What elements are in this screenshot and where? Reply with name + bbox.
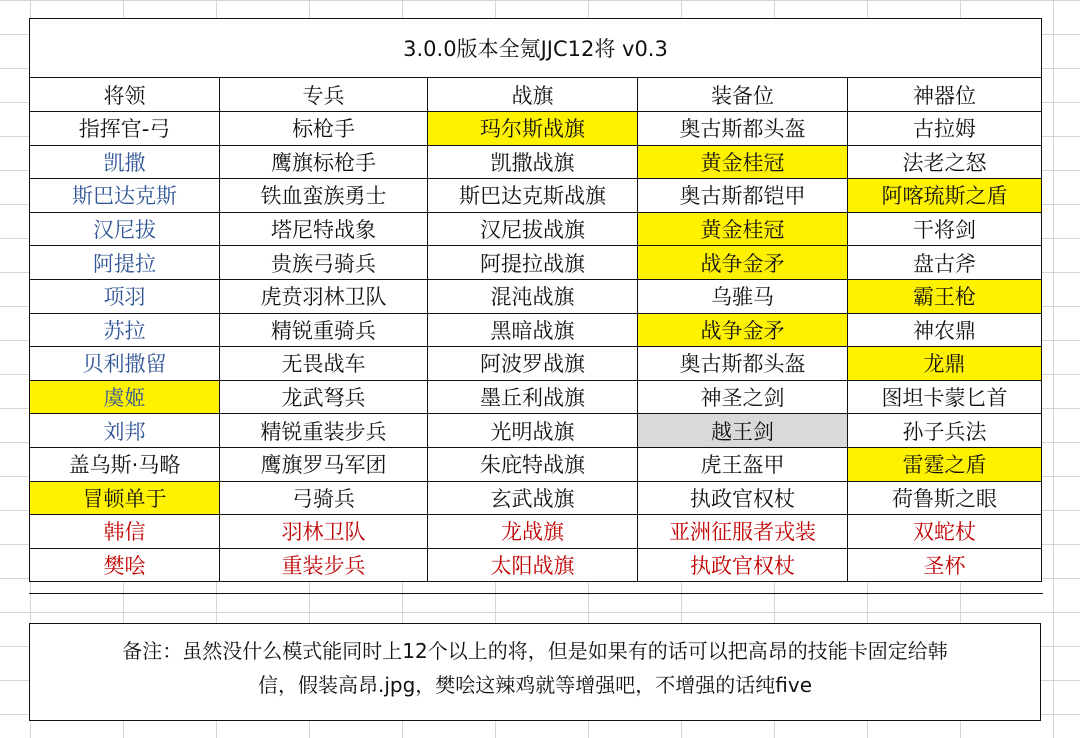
cell-equipment: 奥古斯都铠甲	[638, 179, 848, 213]
cell-artifact: 法老之怒	[848, 145, 1042, 179]
cell-equipment: 奥古斯都头盔	[638, 112, 848, 146]
cell-banner: 斯巴达克斯战旗	[428, 179, 638, 213]
cell-artifact: 盘古斧	[848, 246, 1042, 280]
cell-artifact: 雷霆之盾	[848, 447, 1042, 481]
cell-banner: 黑暗战旗	[428, 313, 638, 347]
header-banner: 战旗	[428, 78, 638, 112]
table-row	[30, 279, 1042, 313]
cell-general: 凯撒	[30, 145, 220, 179]
cell-unit: 精锐重骑兵	[220, 313, 428, 347]
table-body	[30, 112, 1042, 582]
cell-banner: 光明战旗	[428, 414, 638, 448]
cell-artifact: 霸王枪	[848, 279, 1042, 313]
table-row	[30, 515, 1042, 549]
cell-unit: 弓骑兵	[220, 481, 428, 515]
cell-banner: 阿提拉战旗	[428, 246, 638, 280]
cell-unit: 虎贲羽林卫队	[220, 279, 428, 313]
cell-banner: 朱庇特战旗	[428, 447, 638, 481]
cell-equipment: 执政官权杖	[638, 481, 848, 515]
cell-equipment: 神圣之剑	[638, 380, 848, 414]
cell-general: 贝利撒留	[30, 347, 220, 381]
header-equipment: 装备位	[638, 78, 848, 112]
cell-equipment: 越王剑	[638, 414, 848, 448]
table-row	[30, 347, 1042, 381]
note-line-1: 备注：虽然没什么模式能同时上12个以上的将，但是如果有的话可以把高昂的技能卡固定给韩	[122, 639, 948, 663]
table-row	[30, 548, 1042, 582]
table-row	[30, 179, 1042, 213]
cell-general: 盖乌斯·马略	[30, 447, 220, 481]
cell-equipment: 黄金桂冠	[638, 212, 848, 246]
cell-artifact: 图坦卡蒙匕首	[848, 380, 1042, 414]
cell-artifact: 龙鼎	[848, 347, 1042, 381]
cell-general: 阿提拉	[30, 246, 220, 280]
table-row	[30, 313, 1042, 347]
cell-unit: 塔尼特战象	[220, 212, 428, 246]
cell-general: 项羽	[30, 279, 220, 313]
cell-banner: 混沌战旗	[428, 279, 638, 313]
cell-equipment: 奥古斯都头盔	[638, 347, 848, 381]
cell-unit: 精锐重装步兵	[220, 414, 428, 448]
cell-equipment: 乌骓马	[638, 279, 848, 313]
table-row	[30, 481, 1042, 515]
cell-unit: 铁血蛮族勇士	[220, 179, 428, 213]
divider-line	[29, 593, 1043, 594]
cell-general: 指挥官-弓	[30, 112, 220, 146]
cell-artifact: 圣杯	[848, 548, 1042, 582]
cell-general: 冒顿单于	[30, 481, 220, 515]
cell-unit: 羽林卫队	[220, 515, 428, 549]
cell-general: 汉尼拔	[30, 212, 220, 246]
cell-artifact: 干将剑	[848, 212, 1042, 246]
cell-equipment: 战争金矛	[638, 313, 848, 347]
table-row	[30, 380, 1042, 414]
cell-unit: 重装步兵	[220, 548, 428, 582]
cell-equipment: 亚洲征服者戎装	[638, 515, 848, 549]
cell-artifact: 神农鼎	[848, 313, 1042, 347]
header-artifact: 神器位	[848, 78, 1042, 112]
table-title: 3.0.0版本全氪JJC12将 v0.3	[30, 19, 1042, 78]
lineup-table	[29, 18, 1042, 582]
cell-unit: 龙武弩兵	[220, 380, 428, 414]
header-general: 将领	[30, 78, 220, 112]
cell-equipment: 执政官权杖	[638, 548, 848, 582]
cell-banner: 玄武战旗	[428, 481, 638, 515]
cell-equipment: 虎王盔甲	[638, 447, 848, 481]
cell-banner: 凯撒战旗	[428, 145, 638, 179]
cell-equipment: 战争金矛	[638, 246, 848, 280]
table-row	[30, 145, 1042, 179]
header-unit: 专兵	[220, 78, 428, 112]
cell-banner: 龙战旗	[428, 515, 638, 549]
cell-general: 虞姬	[30, 380, 220, 414]
cell-unit: 鹰旗罗马军团	[220, 447, 428, 481]
cell-banner: 玛尔斯战旗	[428, 112, 638, 146]
cell-artifact: 孙子兵法	[848, 414, 1042, 448]
table-row	[30, 246, 1042, 280]
cell-banner: 汉尼拔战旗	[428, 212, 638, 246]
cell-banner: 墨丘利战旗	[428, 380, 638, 414]
cell-general: 斯巴达克斯	[30, 179, 220, 213]
cell-unit: 无畏战车	[220, 347, 428, 381]
cell-banner: 阿波罗战旗	[428, 347, 638, 381]
cell-general: 樊哙	[30, 548, 220, 582]
note-box	[29, 623, 1041, 721]
cell-artifact: 荷鲁斯之眼	[848, 481, 1042, 515]
cell-equipment: 黄金桂冠	[638, 145, 848, 179]
note-line-2: 信，假装高昂.jpg，樊哙这辣鸡就等增强吧，不增强的话纯five	[257, 673, 813, 697]
cell-artifact: 双蛇杖	[848, 515, 1042, 549]
cell-unit: 鹰旗标枪手	[220, 145, 428, 179]
cell-artifact: 阿喀琉斯之盾	[848, 179, 1042, 213]
cell-general: 韩信	[30, 515, 220, 549]
table-row	[30, 212, 1042, 246]
cell-unit: 标枪手	[220, 112, 428, 146]
table-row	[30, 112, 1042, 146]
cell-general: 苏拉	[30, 313, 220, 347]
table-row	[30, 414, 1042, 448]
cell-unit: 贵族弓骑兵	[220, 246, 428, 280]
cell-general: 刘邦	[30, 414, 220, 448]
table-row	[30, 447, 1042, 481]
cell-artifact: 古拉姆	[848, 112, 1042, 146]
cell-banner: 太阳战旗	[428, 548, 638, 582]
